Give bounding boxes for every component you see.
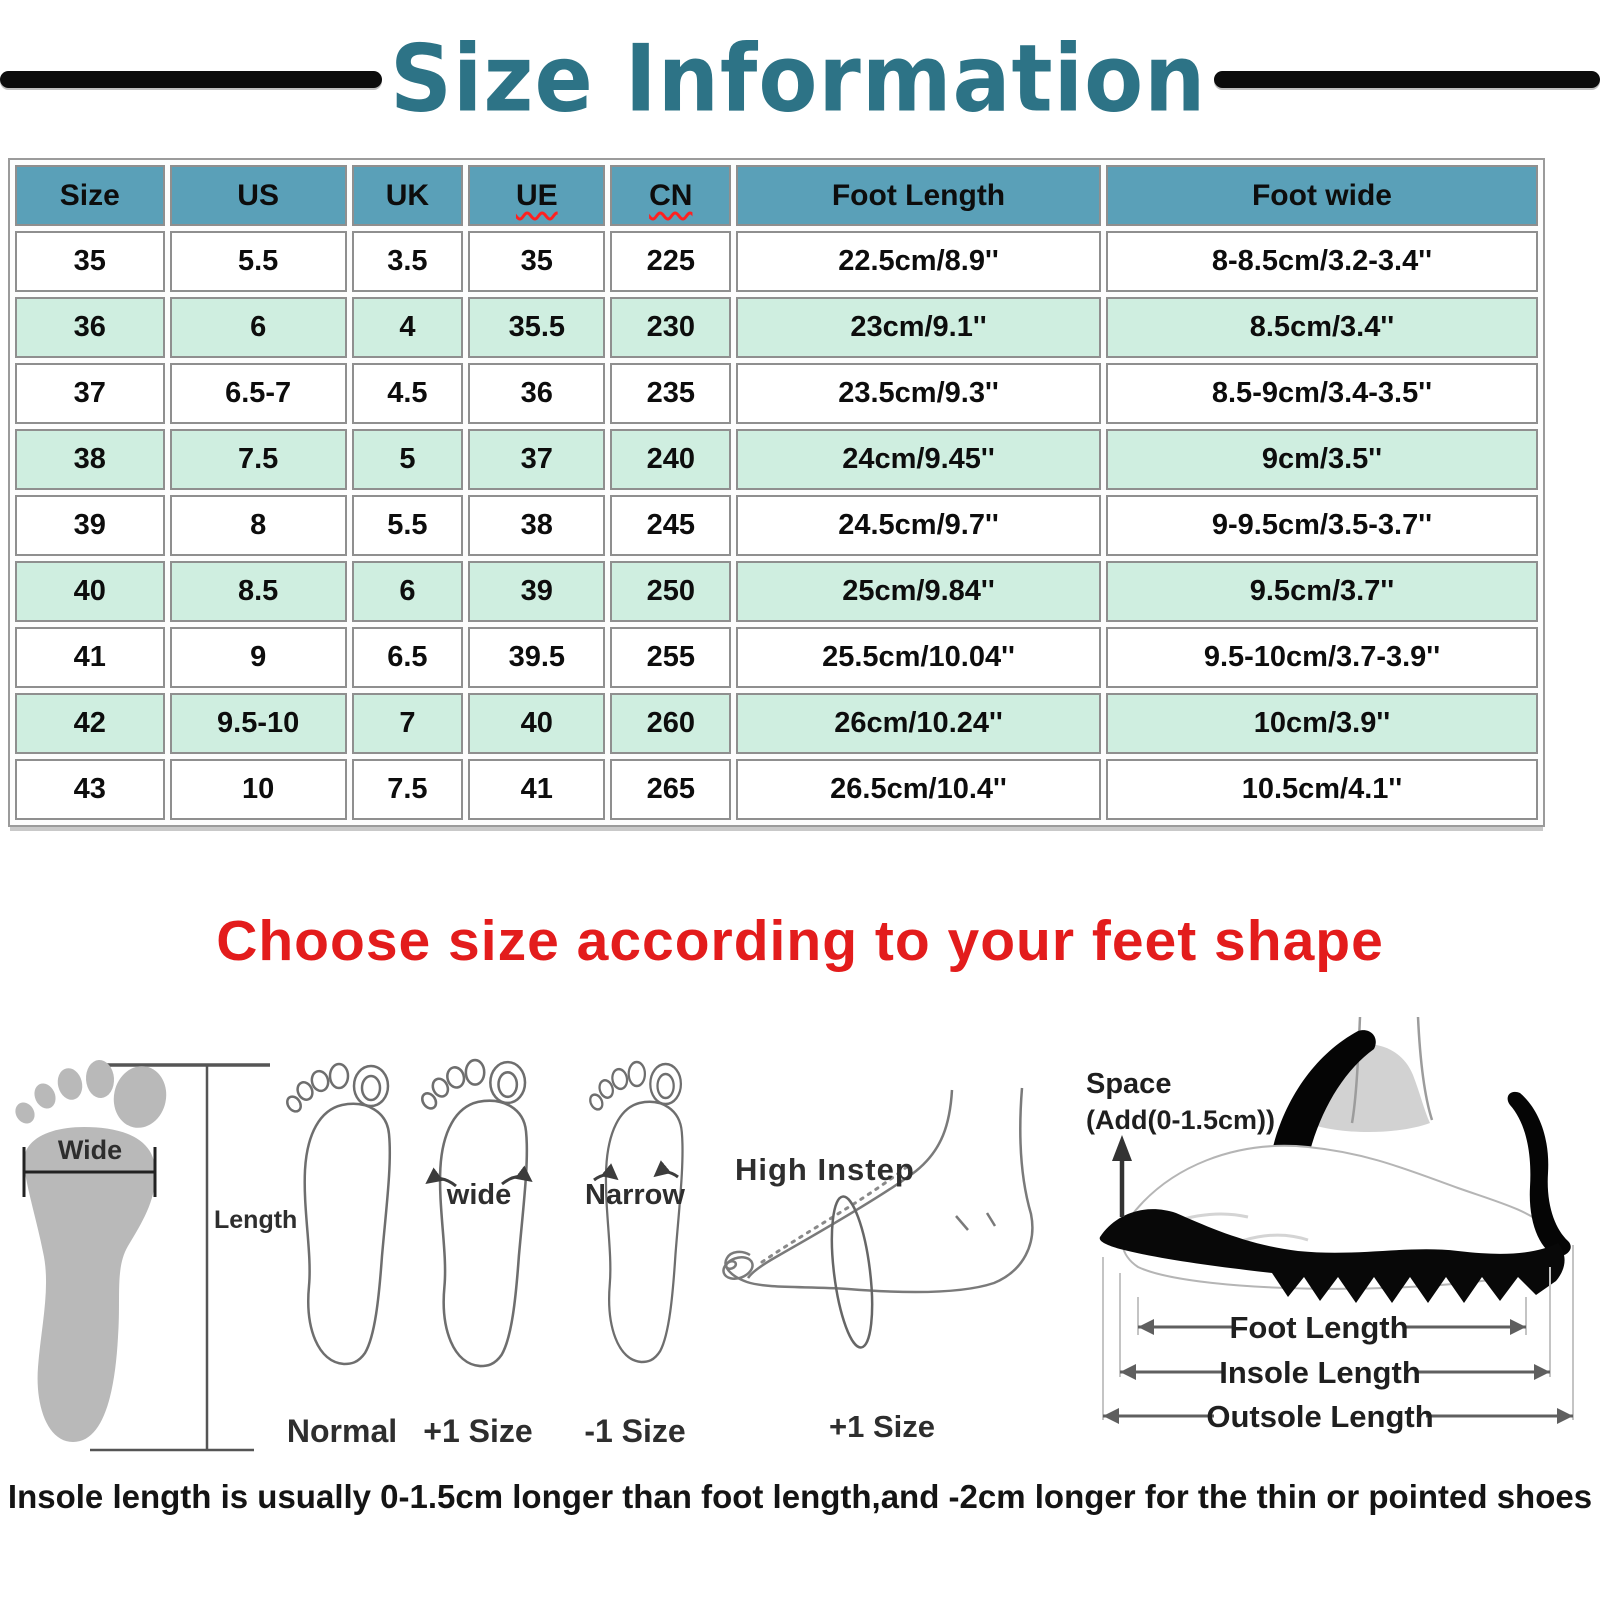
table-row-size-40	[15, 561, 1538, 622]
minus-one-size-label: -1 Size	[584, 1413, 686, 1449]
foot-narrow	[588, 1062, 683, 1362]
table-cell: 40	[468, 693, 605, 754]
table-cell: 41	[468, 759, 605, 820]
table-cell: 240	[610, 429, 731, 490]
table-cell: 7.5	[170, 429, 347, 490]
feet-shape-heading: Choose size according to your feet shape	[216, 909, 1384, 973]
table-cell: 10	[170, 759, 347, 820]
normal-label: Normal	[286, 1413, 398, 1449]
table-cell: 6	[170, 297, 347, 358]
title-rule-right	[1214, 71, 1600, 88]
footprint-silhouette	[12, 1059, 172, 1442]
table-cell: 24cm/9.45''	[736, 429, 1101, 490]
table-cell: 38	[15, 429, 165, 490]
column-header-cn: CN	[610, 165, 731, 226]
instep-measure-ellipse	[825, 1194, 879, 1349]
table-cell: 36	[15, 297, 165, 358]
table-cell: 35.5	[468, 297, 605, 358]
table-cell: 8.5	[170, 561, 347, 622]
table-cell: 36	[468, 363, 605, 424]
table-cell: 8.5cm/3.4''	[1106, 297, 1538, 358]
table-cell: 265	[610, 759, 731, 820]
table-cell: 4	[352, 297, 463, 358]
table-cell: 255	[610, 627, 731, 688]
table-cell: 37	[15, 363, 165, 424]
table-cell: 25cm/9.84''	[736, 561, 1101, 622]
table-cell: 225	[610, 231, 731, 292]
table-cell: 8-8.5cm/3.2-3.4''	[1106, 231, 1538, 292]
table-row-size-42	[15, 693, 1538, 754]
table-cell: 5	[352, 429, 463, 490]
table-cell: 37	[468, 429, 605, 490]
foot-wide	[419, 1060, 526, 1366]
table-cell: 35	[468, 231, 605, 292]
shoe-length-diagram	[1058, 1005, 1598, 1460]
space-label: Space	[1086, 1068, 1172, 1100]
table-cell: 5.5	[170, 231, 347, 292]
table-cell: 22.5cm/8.9''	[736, 231, 1101, 292]
table-cell: 25.5cm/10.04''	[736, 627, 1101, 688]
table-cell: 5.5	[352, 495, 463, 556]
table-cell: 38	[468, 495, 605, 556]
space-arrow	[1112, 1135, 1132, 1161]
table-cell: 7.5	[352, 759, 463, 820]
table-row-size-41	[15, 627, 1538, 688]
table-cell: 250	[610, 561, 731, 622]
table-cell: 9cm/3.5''	[1106, 429, 1538, 490]
feet-shapes-diagram	[272, 1030, 702, 1460]
table-cell: 39	[468, 561, 605, 622]
table-row-size-35	[15, 231, 1538, 292]
table-cell: 42	[15, 693, 165, 754]
high-instep-label: High Instep	[735, 1152, 915, 1187]
table-row-size-36	[15, 297, 1538, 358]
table-cell: 245	[610, 495, 731, 556]
footprint-measure-diagram	[2, 1035, 302, 1460]
size-table	[8, 158, 1545, 827]
table-cell: 9.5-10	[170, 693, 347, 754]
title-rule-left	[0, 71, 382, 88]
column-header-us: US	[170, 165, 347, 226]
column-header-size: Size	[15, 165, 165, 226]
column-header-foot-wide: Foot wide	[1106, 165, 1538, 226]
table-cell: 9-9.5cm/3.5-3.7''	[1106, 495, 1538, 556]
table-cell: 8.5-9cm/3.4-3.5''	[1106, 363, 1538, 424]
space-detail-label: (Add(0-1.5cm))	[1086, 1105, 1276, 1135]
table-row-size-39	[15, 495, 1538, 556]
table-header-row	[15, 165, 1538, 226]
insole-length-label: Insole Length	[1219, 1355, 1421, 1390]
page-title: Size Information	[389, 24, 1207, 133]
table-cell: 35	[15, 231, 165, 292]
table-cell: 6	[352, 561, 463, 622]
foot-normal	[284, 1064, 389, 1364]
table-cell: 26cm/10.24''	[736, 693, 1101, 754]
table-cell: 26.5cm/10.4''	[736, 759, 1101, 820]
column-header-foot-length: Foot Length	[736, 165, 1101, 226]
table-cell: 8	[170, 495, 347, 556]
foot-length-label: Foot Length	[1229, 1310, 1409, 1345]
length-label: Length	[214, 1206, 298, 1234]
table-cell: 40	[15, 561, 165, 622]
narrow-annotation: Narrow	[585, 1179, 685, 1211]
diagrams-section	[0, 1005, 1600, 1465]
column-header-ue: UE	[468, 165, 605, 226]
table-cell: 235	[610, 363, 731, 424]
table-cell: 10.5cm/4.1''	[1106, 759, 1538, 820]
instep-plus-one-label: +1 Size	[829, 1409, 935, 1444]
table-cell: 6.5-7	[170, 363, 347, 424]
table-cell: 39.5	[468, 627, 605, 688]
table-cell: 9	[170, 627, 347, 688]
title-section	[0, 18, 1600, 140]
plus-one-size-label: +1 Size	[423, 1413, 533, 1449]
table-cell: 23cm/9.1''	[736, 297, 1101, 358]
table-row-size-38	[15, 429, 1538, 490]
table-cell: 10cm/3.9''	[1106, 693, 1538, 754]
table-cell: 23.5cm/9.3''	[736, 363, 1101, 424]
high-instep-diagram	[700, 1030, 1065, 1460]
table-cell: 6.5	[352, 627, 463, 688]
table-row-size-37	[15, 363, 1538, 424]
footnote: Insole length is usually 0-1.5cm longer than foot length,and -2cm longer for the thin or pointed shoes	[7, 1478, 1593, 1515]
wide-label: Wide	[57, 1135, 123, 1165]
table-cell: 3.5	[352, 231, 463, 292]
column-header-uk: UK	[352, 165, 463, 226]
table-cell: 4.5	[352, 363, 463, 424]
table-cell: 39	[15, 495, 165, 556]
table-cell: 43	[15, 759, 165, 820]
table-cell: 7	[352, 693, 463, 754]
table-cell: 9.5cm/3.7''	[1106, 561, 1538, 622]
table-cell: 260	[610, 693, 731, 754]
table-cell: 24.5cm/9.7''	[736, 495, 1101, 556]
table-cell: 9.5-10cm/3.7-3.9''	[1106, 627, 1538, 688]
outsole-length-label: Outsole Length	[1206, 1399, 1434, 1434]
table-cell: 41	[15, 627, 165, 688]
wide-annotation: wide	[446, 1179, 512, 1211]
table-row-size-43	[15, 759, 1538, 820]
table-cell: 230	[610, 297, 731, 358]
